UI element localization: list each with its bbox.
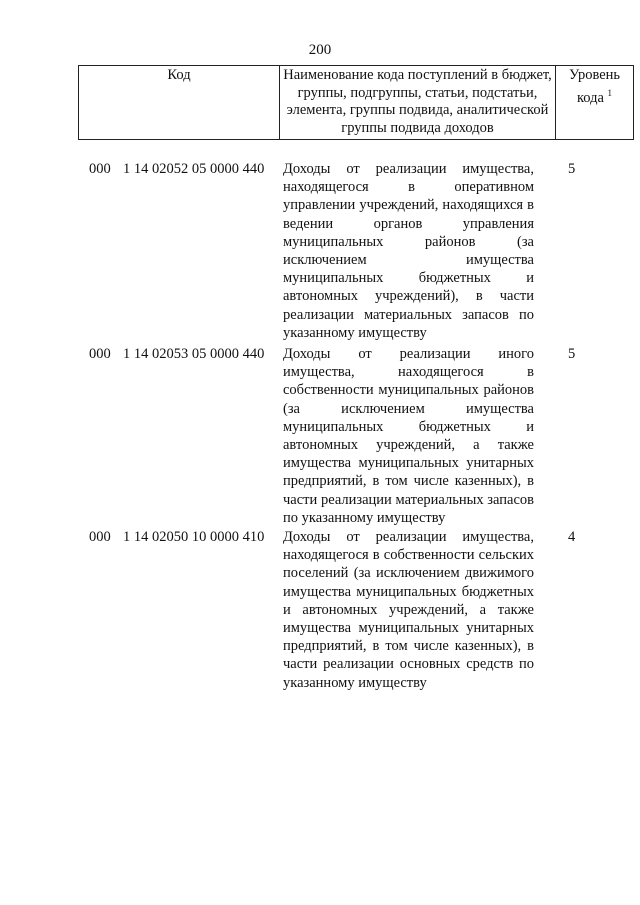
- row-admin-code: 000: [89, 346, 111, 362]
- row-income-name: Доходы от реализации имущества, находящегося в оперативном управлении учреждений, находящихся в ведении органов управления муниципальных районов (за исключением имущества муниципальных бюджетных и автономных учреждений), в части реализации материальных запасов по указанному имуществу: [283, 161, 534, 341]
- row-income-name: Доходы от реализации иного имущества, находящегося в собственности муниципальных районов (за исключением имущества муниципальных бюджетных и автономных учреждений, а также имущества муниципальных унитарных предприятий, в том числе казенных), в части реализации материальных запасов по указанному имуществу: [283, 346, 534, 526]
- row-admin-code: 000: [89, 529, 111, 545]
- header-level-footnote: 1: [607, 87, 613, 98]
- header-name: Наименование кода поступлений в бюджет, группы, подгруппы, статьи, подстатьи, элемента, группы подвида, аналитической группы подвида доходов: [280, 66, 556, 140]
- row-income-code: 1 14 02053 05 0000 440: [123, 346, 265, 362]
- header-level-cell: [556, 66, 634, 140]
- row-income-code: 1 14 02050 10 0000 410: [123, 529, 265, 545]
- row-level: 5: [568, 161, 576, 177]
- table-header: [78, 65, 634, 140]
- header-level: Уровень кода: [568, 67, 621, 106]
- row-admin-code: 000: [89, 161, 111, 177]
- row-level: 5: [568, 346, 576, 362]
- row-income-code: 1 14 02052 05 0000 440: [123, 161, 265, 177]
- table-header-row: [79, 66, 634, 140]
- page-number: 200: [308, 42, 332, 58]
- row-income-name: Доходы от реализации имущества, находящегося в собственности сельских поселений (за исключением движимого имущества муниципальных бюджетных и автономных учреждений, а также имущества муниципальных унитарных предприятий, в том числе казенных), в части реализации основных средств по указанному имуществу: [283, 529, 534, 691]
- row-level: 4: [568, 529, 576, 545]
- header-code: Код: [79, 66, 280, 140]
